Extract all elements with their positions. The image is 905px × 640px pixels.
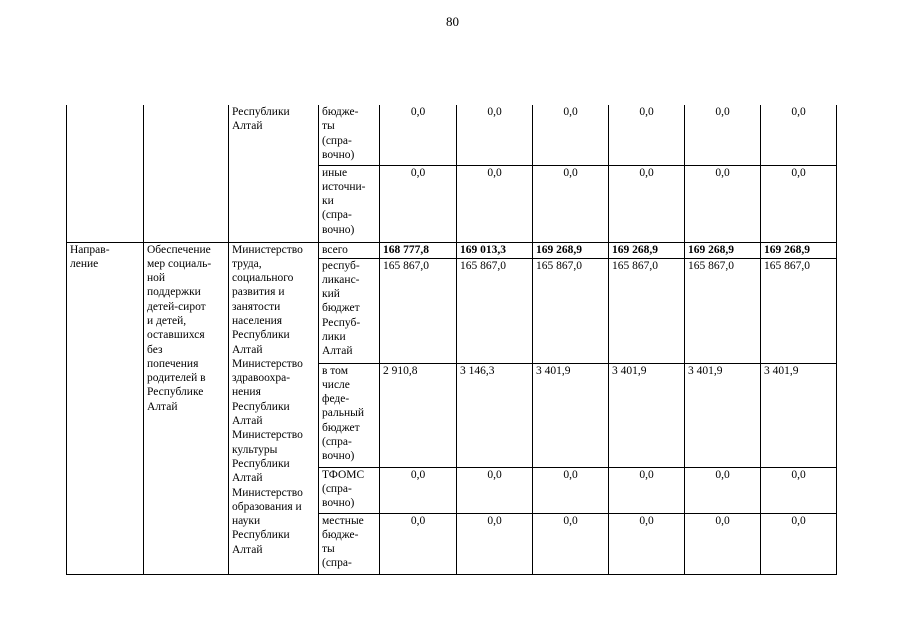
name-cell-empty — [144, 105, 229, 242]
value-cell: 0,0 — [761, 467, 837, 513]
value-cell: 0,0 — [380, 513, 457, 574]
value-cell: 3 146,3 — [457, 363, 533, 467]
value-cell: 0,0 — [380, 467, 457, 513]
responsible-cell: Министерство труда, социального развития и занятости населения Республики Алтай Министерство здравоохра- нения Республики Алтай Министерство культуры Республики Алтай Министерство образования и науки Республики Алтай — [229, 242, 319, 574]
total-value-cell: 169 013,3 — [457, 242, 533, 258]
value-cell: 0,0 — [761, 513, 837, 574]
value-cell: 0,0 — [609, 165, 685, 242]
responsible-cell: Республики Алтай — [229, 105, 319, 242]
value-cell: 165 867,0 — [533, 258, 609, 363]
value-cell: 3 401,9 — [533, 363, 609, 467]
value-cell: 0,0 — [685, 105, 761, 165]
value-cell: 3 401,9 — [761, 363, 837, 467]
value-cell: 165 867,0 — [685, 258, 761, 363]
value-cell: 0,0 — [380, 165, 457, 242]
value-cell: 0,0 — [533, 105, 609, 165]
value-cell: 165 867,0 — [457, 258, 533, 363]
value-cell: 0,0 — [457, 513, 533, 574]
source-cell: респуб- ликанс- кий бюджет Респуб- лики Алтай — [319, 258, 380, 363]
total-value-cell: 168 777,8 — [380, 242, 457, 258]
budget-table — [66, 105, 837, 575]
value-cell: 0,0 — [609, 467, 685, 513]
value-cell: 0,0 — [761, 105, 837, 165]
value-cell: 0,0 — [380, 105, 457, 165]
table-row — [67, 105, 837, 165]
value-cell: 2 910,8 — [380, 363, 457, 467]
value-cell: 3 401,9 — [685, 363, 761, 467]
value-cell: 165 867,0 — [380, 258, 457, 363]
source-cell: бюдже- ты (спра- вочно) — [319, 105, 380, 165]
value-cell: 0,0 — [609, 105, 685, 165]
total-value-cell: 169 268,9 — [533, 242, 609, 258]
source-cell: ТФОМС (спра- вочно) — [319, 467, 380, 513]
table-row — [67, 242, 837, 258]
type-cell: Направ- ление — [67, 242, 144, 574]
value-cell: 165 867,0 — [761, 258, 837, 363]
value-cell: 0,0 — [685, 165, 761, 242]
value-cell: 0,0 — [533, 467, 609, 513]
value-cell: 0,0 — [761, 165, 837, 242]
value-cell: 0,0 — [685, 467, 761, 513]
value-cell: 0,0 — [685, 513, 761, 574]
name-cell: Обеспечение мер социаль- ной поддержки детей-сирот и детей, оставшихся без попечения родителей в Республике Алтай — [144, 242, 229, 574]
value-cell: 0,0 — [533, 513, 609, 574]
value-cell: 0,0 — [609, 513, 685, 574]
value-cell: 3 401,9 — [609, 363, 685, 467]
source-cell: в том числе феде- ральный бюджет (спра- вочно) — [319, 363, 380, 467]
total-value-cell: 169 268,9 — [685, 242, 761, 258]
value-cell: 0,0 — [457, 105, 533, 165]
value-cell: 165 867,0 — [609, 258, 685, 363]
value-cell: 0,0 — [457, 467, 533, 513]
type-cell-empty — [67, 105, 144, 242]
source-cell: иные источни- ки (спра- вочно) — [319, 165, 380, 242]
total-value-cell: 169 268,9 — [761, 242, 837, 258]
value-cell: 0,0 — [533, 165, 609, 242]
page-number: 80 — [446, 14, 459, 29]
total-value-cell: 169 268,9 — [609, 242, 685, 258]
value-cell: 0,0 — [457, 165, 533, 242]
source-cell: местные бюдже- ты (спра- — [319, 513, 380, 574]
source-cell: всего — [319, 242, 380, 258]
